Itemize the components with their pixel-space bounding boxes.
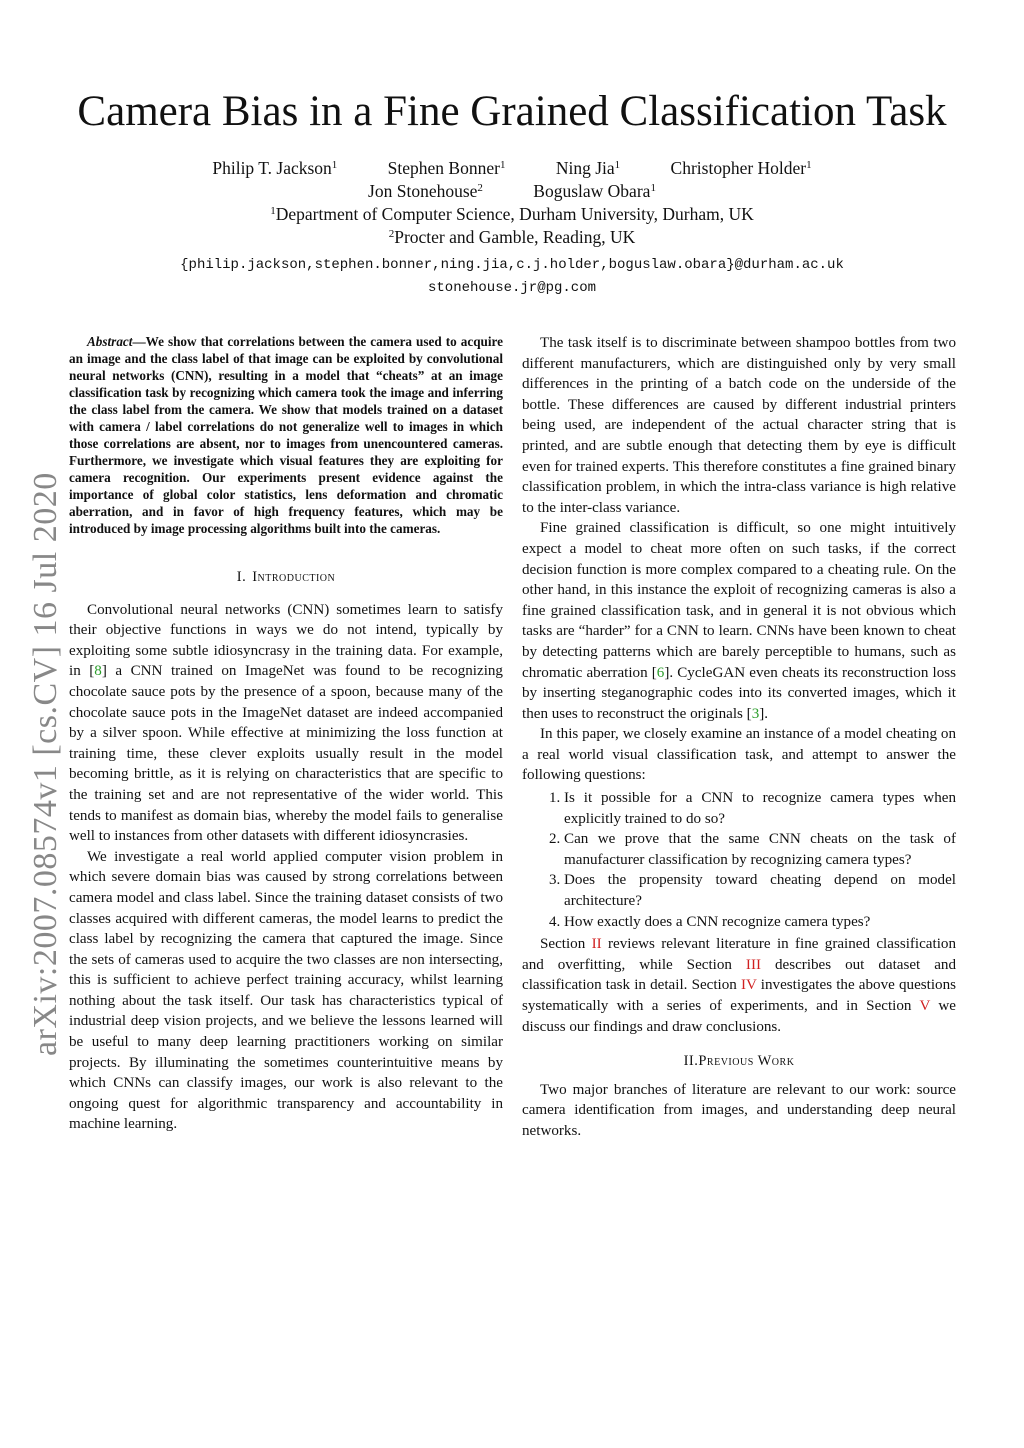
list-item: 1. Is it possible for a CNN to recognize camera types when explicitly trained to do so? <box>564 788 956 829</box>
author-block <box>0 157 1024 249</box>
previous-work-paragraph: Two major branches of literature are relevant to our work: source camera identification from images, and understanding deep neural networks. <box>522 1081 956 1139</box>
author-email-secondary: stonehouse.jr@pg.com <box>427 280 597 296</box>
author: Boguslaw Obara$^1$ <box>533 181 656 201</box>
list-item: 2. Can we prove that the same CNN cheats on the task of manufacturer classification by recognizing camera types? <box>564 829 956 870</box>
author: Stephen Bonner$^1$ <box>387 158 506 178</box>
body-paragraph-outline: Section II reviews relevant literature in fine grained classification and overfitting, while Section III describes out dataset and classification task in detail. Section IV investigates the above questions systematically with a series of experiments, and in Section V we discuss our findings and draw conclusions. <box>522 936 956 1035</box>
author: Christopher Holder$^1$ <box>670 158 812 178</box>
section-link[interactable]: V <box>919 998 931 1014</box>
author: Jon Stonehouse$^2$ <box>368 181 483 201</box>
section-heading-introduction: I. Introduction <box>236 569 336 585</box>
section-link[interactable]: II <box>591 936 602 953</box>
abstract-label: Abstract <box>87 334 133 349</box>
body-paragraph-task: The task itself is to discriminate between shampoo bottles from two different manufacturers, which are distinguished only by very small differences in the printing of a batch code on the underside of the bottle. These differences are caused by different industrial printers being used, are independent of the actual character string that is printed, and are subtle enough that detecting them by eye is difficult even for trained experts. This therefore constitutes a fine grained binary classification problem, in which the intra-class variance is high relative to the inter-class variance. <box>522 335 956 516</box>
abstract-text: —We show that correlations between the camera used to acquire an image and the class label of that image can be exploited by convolutional neural networks (CNN), resulting in a model that “cheats” at an image classification task by recognizing which camera took the image and inferring the class label from the camera. We show that models trained on a dataset with camera / label correlations do not generalize well to images in which those correlations are absent, nor to images from unencountered cameras. Furthermore, we investigate which visual features they are exploiting for camera recognition. Our experiments present evidence against the importance of global color statistics, lens deformation and chromatic aberration, and in favor of high frequency features, which may be introduced by image processing algorithms built into the cameras. <box>69 334 503 536</box>
section-link[interactable]: III <box>745 956 762 973</box>
paper-title: Camera Bias in a Fine Grained Classification Task <box>77 88 947 135</box>
affiliation-1: $^1$Department of Computer Science, Durham University, Durham, UK <box>270 204 754 224</box>
citation-link[interactable]: 6 <box>656 664 665 681</box>
abstract <box>69 333 503 537</box>
left-column <box>69 333 503 1135</box>
intro-paragraph-1: Convolutional neural networks (CNN) sometimes learn to satisfy their objective functions in ways we do not intend, typically by exploiting some subtle idiosyncrasy in the training data. For example, in [8] a CNN trained on ImageNet was found to be recognizing chocolate sauce pots by the presence of a spoon, because many of the chocolate sauce pots in the ImageNet dataset are indeed accompanied by a silver spoon. While effective at minimizing the loss function at training time, these clever exploits usually result in the model becoming brittle, as it is relying on characteristics that are specific to the training set and are not representative of the wider world. This tends to manifest as domain bias, whereby the model fails to generalise well to instances from other datasets with different idiosyncrasies. <box>69 601 503 845</box>
author: Philip T. Jackson$^1$ <box>212 158 338 178</box>
citation-link[interactable]: 8 <box>94 663 102 680</box>
author: Ning Jia$^1$ <box>555 158 621 178</box>
author-emails: {philip.jackson,stephen.bonner,ning.jia,c.j.holder,boguslaw.obara}@durham.ac.uk <box>180 257 844 273</box>
affiliation-2: $^2$Procter and Gamble, Reading, UK <box>388 227 636 247</box>
author-row-1 <box>0 157 1024 180</box>
citation-link[interactable]: 3 <box>751 705 760 722</box>
section-link[interactable]: IV <box>741 977 757 994</box>
right-column <box>522 333 956 1142</box>
section-heading-previous-work: II.Previous Work <box>683 1053 795 1070</box>
arxiv-sidebar <box>24 462 68 1056</box>
list-item: 3. Does the propensity toward cheating depend on model architecture? <box>564 870 956 911</box>
body-paragraph-questions-intro: In this paper, we closely examine an instance of a model cheating on a real world visual classification task, and attempt to answer the following questions: <box>522 726 956 784</box>
author-row-2 <box>0 180 1024 203</box>
arxiv-identifier: arXiv:2007.08574v1 [cs.CV] 16 Jul 2020 <box>27 472 64 1056</box>
research-questions-list <box>522 788 956 932</box>
body-paragraph-fine-grained: Fine grained classification is difficult, so one might intuitively expect a model to cheat more often on such tasks, if the correct decision function is more complex compared to a cheating rule. On the other hand, in this instance the exploit of recognizing cameras is also a fine grained classification task, and in general it is not obvious which tasks are “harder” for a CNN to learn. CNNs have been known to cheat by detecting patterns which are barely perceptible to humans, such as chromatic aberration [6]. CycleGAN even cheats its reconstruction loss by inserting steganographic codes into its converted images, which it then uses to reconstruct the originals [3]. <box>522 520 956 722</box>
intro-paragraph-2: We investigate a real world applied computer vision problem in which severe domain bias was caused by strong correlations between camera model and class label. Since the training dataset consists of two classes acquired with different cameras, the model learns to predict the class label by recognizing the camera that captured the image. Since the sets of cameras used to acquire the two classes are non intersecting, this is sufficient to achieve perfect training accuracy, whilst learning nothing about the task itself. Our task has characteristics typical of industrial deep vision projects, and we believe the lessons learned will be useful to many deep learning practitioners working on similar projects. By illuminating the sometimes counterintuitive means by which CNNs can classify images, our work is also relevant to the ongoing quest for algorithmic transparency and accountability in machine learning. <box>69 848 503 1133</box>
list-item: 4. How exactly does a CNN recognize camera types? <box>564 912 956 933</box>
